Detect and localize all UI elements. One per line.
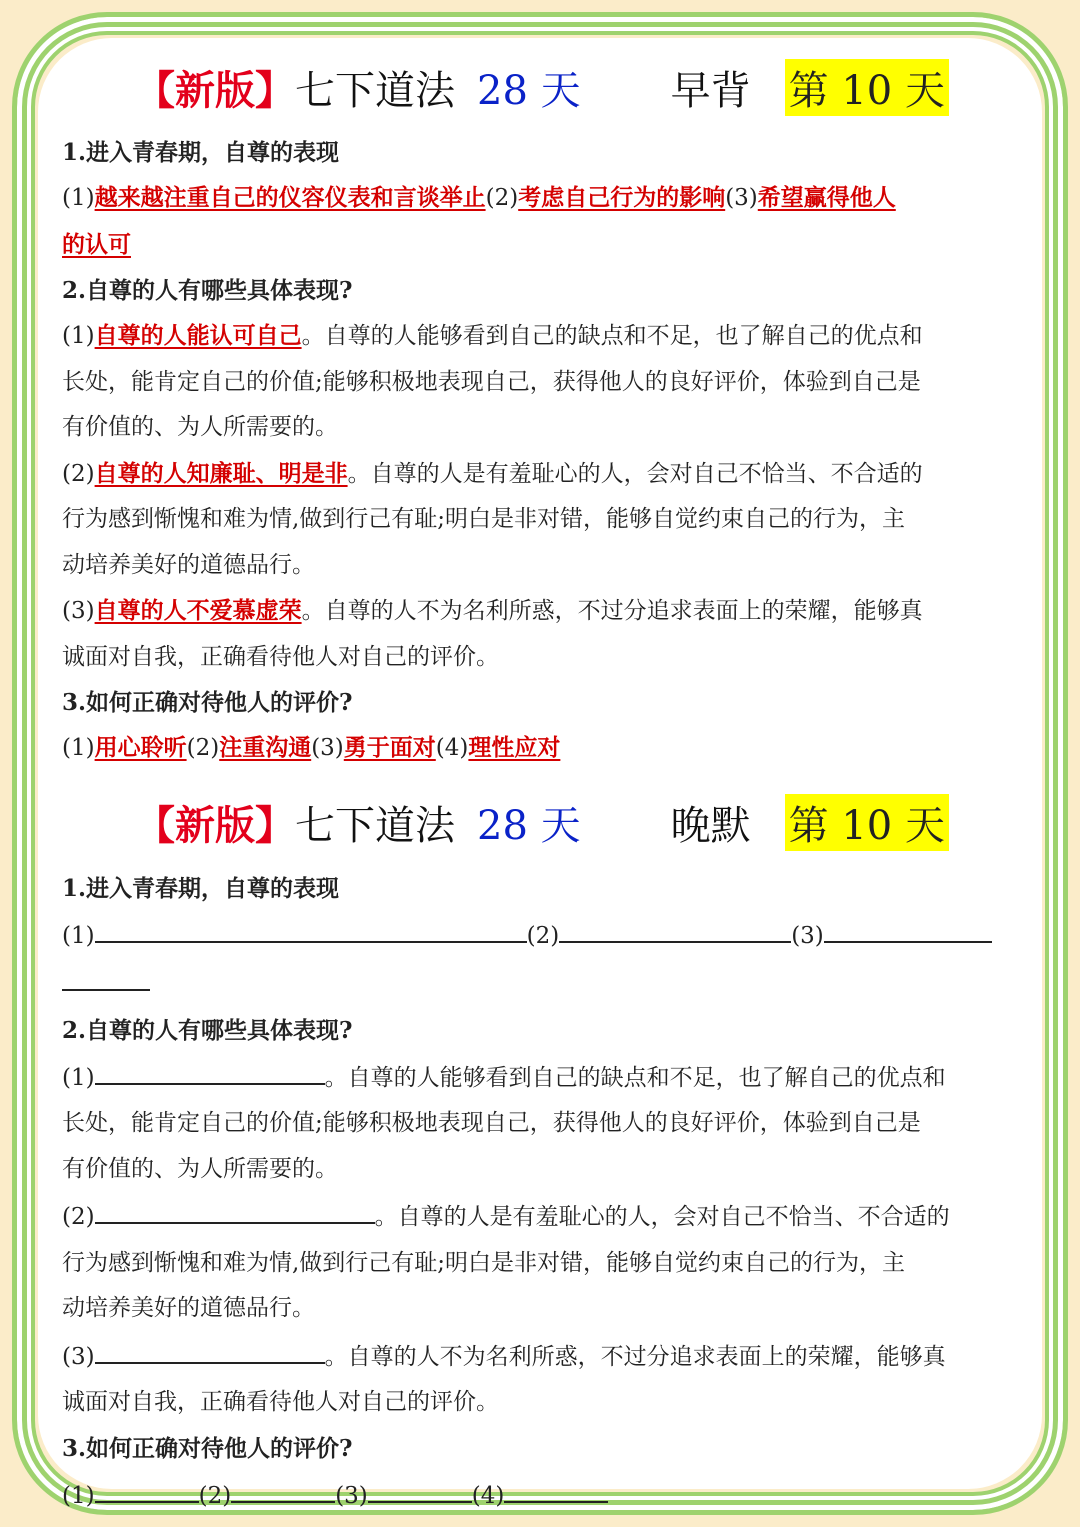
answer-1: (1)越来越注重自己的仪容仪表和言谈举止(2)考虑自己行为的影响(3)希望赢得他人 的认可 — [62, 184, 896, 258]
answer-blank[interactable] — [95, 1053, 325, 1085]
answer-2-3-blank: (3) 。自尊的人不为名利所惑，不过分追求表面上的荣耀，能够真 诚面对自我，正确看待他人对自己的评价。 — [62, 1332, 1022, 1426]
key-point: 用心聆听 — [94, 734, 187, 761]
mode-label: 早背 — [670, 67, 751, 114]
key-point: 自尊的人不爱慕虚荣 — [94, 597, 302, 624]
answer-2-3: (3)自尊的人不爱慕虚荣。自尊的人不为名利所惑，不过分追求表面上的荣耀，能够真 诚面对自我，正确看待他人对自己的评价。 — [62, 597, 923, 670]
answer-3: (1)用心聆听(2)注重沟通(3)勇于面对(4)理性应对 — [62, 734, 561, 761]
mode-label: 晚默 — [670, 803, 751, 849]
answer-blank[interactable] — [95, 1471, 199, 1503]
day-badge: 第 10 天 — [785, 59, 949, 116]
answer-2-1-blank: (1) 。自尊的人能够看到自己的缺点和不足，也了解自己的优点和 长处，能肯定自己的价值;能够积极地表现自己，获得他人的良好评价，体验到自己是 有价值的、为人所需要的。 — [62, 1053, 1022, 1193]
key-point: 注重沟通 — [219, 734, 312, 761]
key-point: 考虑自己行为的影响 — [518, 184, 726, 211]
answer-2-2: (2)自尊的人知廉耻、明是非。自尊的人是有羞耻心的人，会对自己不恰当、不合适的 行为感到惭愧和难为情,做到行己有耻;明白是非对错，能够自觉约束自己的行为，主 动培养美好的道德品行。 — [62, 459, 923, 578]
key-point: 越来越注重自己的仪容仪表和言谈举止 — [94, 184, 486, 211]
question-3: 3.如何正确对待他人的评价? — [62, 689, 353, 716]
answer-blank[interactable] — [95, 1192, 375, 1224]
answer-3-blanks: (1) (2) (3) (4) — [62, 1471, 1022, 1520]
question-3: 3.如何正确对待他人的评价? — [62, 1434, 353, 1462]
day-badge: 第 10 天 — [785, 794, 949, 851]
answer-blank[interactable] — [231, 1471, 335, 1503]
answer-blank[interactable] — [95, 1332, 325, 1364]
answer-blank[interactable] — [824, 911, 992, 943]
answer-blank[interactable] — [62, 959, 150, 991]
answer-blank[interactable] — [95, 911, 527, 943]
edition-tag: 【新版】 — [135, 66, 296, 114]
key-point: 勇于面对 — [343, 734, 436, 761]
question-2: 2.自尊的人有哪些具体表现? — [62, 277, 353, 304]
worksheet — [62, 44, 1022, 1519]
answer-1-blanks: (1) (2) (3) — [62, 911, 1022, 1008]
key-point: 自尊的人知廉耻、明是非 — [94, 459, 348, 487]
edition-tag: 【新版】 — [135, 802, 296, 849]
key-point: 希望赢得他人 — [757, 184, 896, 211]
subject-label: 七下道法 — [295, 67, 456, 114]
answer-2-2-blank: (2) 。自尊的人是有羞耻心的人，会对自己不恰当、不合适的 行为感到惭愧和难为情,做到行己有耻;明白是非对错，能够自觉约束自己的行为，主 动培养美好的道德品行。 — [62, 1192, 1022, 1332]
key-point: 的认可 — [62, 230, 131, 258]
subject-label: 七下道法 — [295, 803, 456, 849]
question-1: 1.进入青春期，自尊的表现 — [62, 874, 340, 902]
morning-title — [62, 44, 1022, 130]
question-2: 2.自尊的人有哪些具体表现? — [62, 1016, 353, 1044]
answer-2-1: (1)自尊的人能认可自己。自尊的人能够看到自己的缺点和不足，也了解自己的优点和 长处，能肯定自己的价值;能够积极地表现自己，获得他人的良好评价，体验到自己是 有价值的、为人所需要的。 — [62, 322, 923, 440]
answer-blank[interactable] — [504, 1471, 608, 1503]
key-point: 理性应对 — [468, 734, 561, 761]
question-1: 1.进入青春期，自尊的表现 — [62, 139, 340, 166]
answer-blank[interactable] — [559, 911, 791, 943]
answer-blank[interactable] — [368, 1471, 472, 1503]
key-point: 自尊的人能认可自己 — [94, 322, 302, 349]
evening-title — [62, 780, 1022, 866]
days-label: 28 天 — [477, 67, 581, 114]
days-label: 28 天 — [477, 803, 581, 849]
